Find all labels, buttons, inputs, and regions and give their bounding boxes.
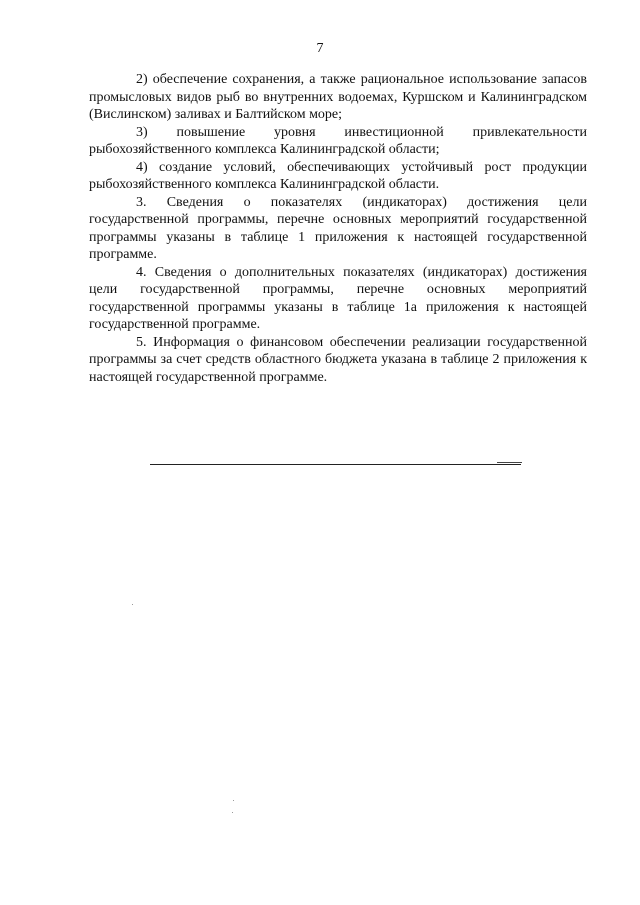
scan-speck: [233, 800, 234, 801]
scan-speck: [132, 604, 133, 605]
paragraph-indicators: 3. Сведения о показателях (индикаторах) достижения цели государственной программы, перечне основных мероприятий государственной программы указаны в таблице 1 приложения к настоящей государственной программе.: [89, 194, 587, 262]
document-body: [89, 71, 587, 386]
end-of-text-rule: [150, 464, 521, 465]
paragraph-goal-3: 3) повышение уровня инвестиционной привлекательности рыбохозяйственного комплекса Калининградской области;: [89, 124, 587, 157]
end-of-text-rule-overlap: [497, 462, 522, 463]
page-number: 7: [316, 41, 324, 56]
paragraph-goal-4: 4) создание условий, обеспечивающих устойчивый рост продукции рыбохозяйственного комплекса Калининградской области.: [89, 159, 587, 192]
paragraph-goal-2: 2) обеспечение сохранения, а также рациональное использование запасов промысловых видов рыб во внутренних водоемах, Куршском и Калининградском (Вислинском) заливах и Балтийском море;: [89, 72, 587, 122]
scan-speck: [232, 812, 233, 813]
paragraph-additional-indicators: 4. Сведения о дополнительных показателях (индикаторах) достижения цели государственной программы, перечне основных мероприятий государственной программы указаны в таблице 1а приложения к настоящей государственной программе.: [89, 264, 587, 332]
paragraph-financing: 5. Информация о финансовом обеспечении реализации государственной программы за счет средств областного бюджета указана в таблице 2 приложения к настоящей государственной программе.: [89, 334, 587, 385]
